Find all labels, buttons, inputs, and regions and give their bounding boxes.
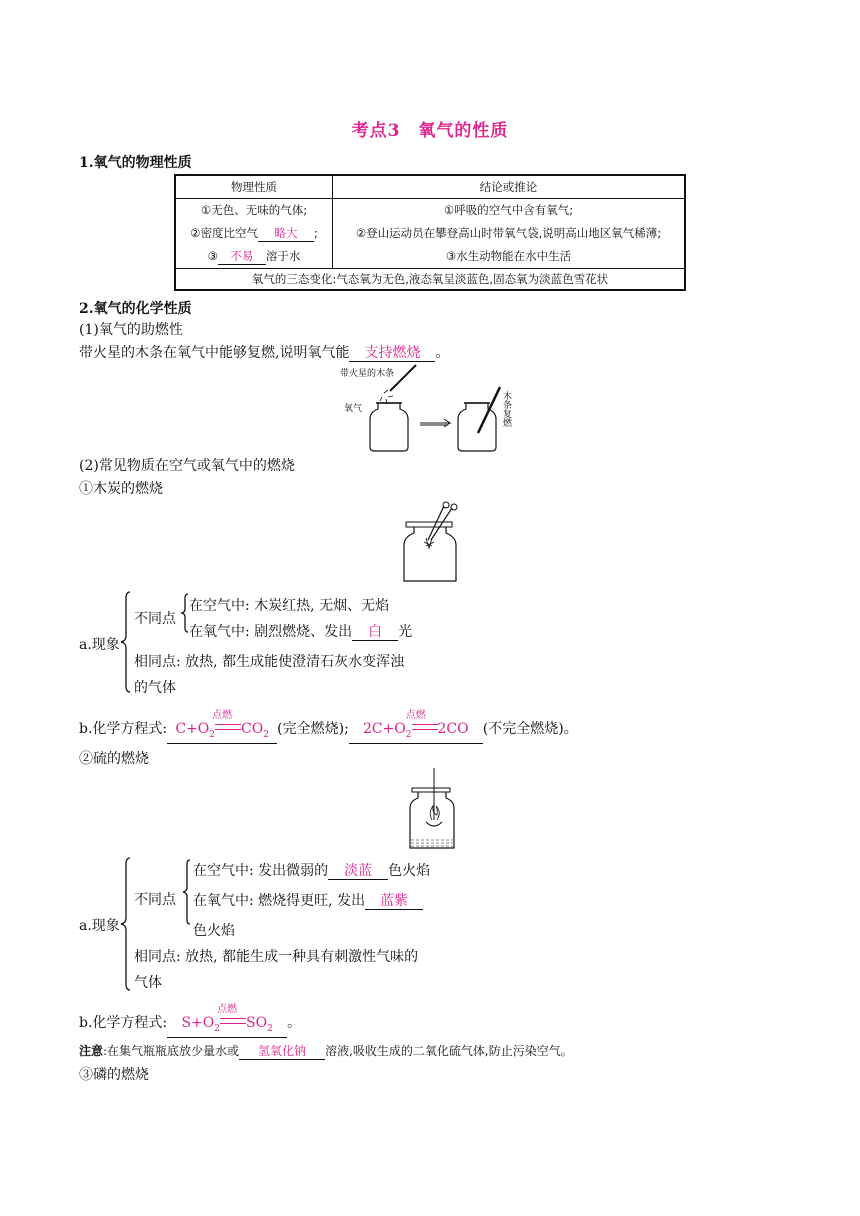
eq-c-incomplete-product: 2CO <box>437 721 469 737</box>
eq-s-reactants: S+O <box>181 1015 215 1031</box>
relit-splint-figure <box>338 361 528 453</box>
answer-sodium-hydroxide: 氢氧化钠 <box>258 1044 307 1058</box>
charcoal-in-oxygen: 在氧气中: 剧烈燃烧、发出 白 光 <box>189 624 413 640</box>
charcoal-in-air: 在空气中: 木炭红热, 无烟、无焰 <box>189 598 390 614</box>
charcoal-equations: b.化学方程式: $C+O_2$ 点燃 $CO_2$ (完全燃烧); $2C+O_2$ 点燃 2CO (不完全燃烧)。 <box>79 718 578 744</box>
sulfur-in-air: 在空气中: 发出微弱的 淡蓝 色火焰 <box>193 863 431 879</box>
charcoal-similarity-2: 的气体 <box>134 680 176 696</box>
answer-not-easily: 不易 <box>230 249 254 263</box>
sulfur-similarity-1: 相同点: 放热, 都能生成一种具有刺激性气味的 <box>134 949 419 965</box>
physical-properties-table <box>174 174 686 291</box>
charcoal-phenomena-label: a.现象 <box>79 637 120 653</box>
subsection-combustion-support: (1)氧气的助燃性 <box>79 322 183 338</box>
page-title: 考点3 氧气的性质 <box>351 121 509 141</box>
subsection-combustion: (2)常见物质在空气或氧气中的燃烧 <box>79 458 295 474</box>
sulfur-in-oxygen-cont: 色火焰 <box>193 923 235 939</box>
label-glowing-splint: 带火星的木条 <box>340 369 395 379</box>
sulfur-similarity-2: 气体 <box>134 975 162 991</box>
section-physical-heading: 1.氧气的物理性质 <box>79 155 192 171</box>
sulfur-phenomena-label: a.现象 <box>79 918 120 934</box>
charcoal-combustion-figure <box>398 500 464 586</box>
sulfur-difference-label: 不同点 <box>134 892 176 908</box>
answer-white: 白 <box>368 624 383 640</box>
table-footer-note: 氧气的三态变化:气态氧为无色,液态氧呈淡蓝色,固态氧为淡蓝色雪花状 <box>175 269 685 291</box>
table-header-conclusions: 结论或推论 <box>333 175 686 199</box>
answer-pale-blue: 淡蓝 <box>344 863 373 879</box>
table-cell-properties: ①无色、无味的气体; ②密度比空气 略大 ; ③ 不易 溶于水 <box>175 199 333 269</box>
table-cell-conclusions: ①呼吸的空气中含有氧气; ②登山运动员在攀登高山时带氧气袋,说明高山地区氧气稀薄; ③水生动物能在水中生活 <box>333 199 686 269</box>
table-header-properties: 物理性质 <box>175 175 333 199</box>
label-splint-relit: 木条复燃 <box>501 391 511 427</box>
eq-c-complete-reactants: C+O <box>175 721 210 737</box>
sulfur-in-oxygen: 在氧气中: 燃烧得更旺, 发出 蓝紫 <box>193 890 423 910</box>
sulfur-equation: b.化学方程式: $S+O_2$ 点燃 $SO_2$ 。 <box>79 1012 301 1038</box>
sulfur-note: 注意:在集气瓶瓶底放少量水或 氢氧化钠 溶液,吸收生成的二氧化硫气体,防止污染空气。 <box>79 1044 573 1058</box>
note-label: 注意 <box>79 1044 104 1058</box>
relit-splint-sentence: 带火星的木条在氧气中能够复燃,说明氧气能 支持燃烧 。 <box>79 345 450 361</box>
charcoal-heading: ①木炭的燃烧 <box>79 481 163 497</box>
eq-c-complete-product: CO <box>241 721 264 737</box>
sulfur-combustion-figure <box>404 768 460 852</box>
condition-ignite: 点燃 <box>212 710 233 721</box>
eq-c-incomplete-reactants: 2C+O <box>362 721 406 737</box>
sulfur-heading: ②硫的燃烧 <box>79 751 149 767</box>
charcoal-difference-label: 不同点 <box>134 611 176 627</box>
phosphorus-heading: ③磷的燃烧 <box>79 1067 149 1083</box>
section-chemical-heading: 2.氧气的化学性质 <box>79 301 192 317</box>
label-oxygen: 氧气 <box>344 404 363 414</box>
charcoal-similarity-1: 相同点: 放热, 都生成能使澄清石灰水变浑浊 <box>134 654 405 670</box>
eq-s-product: SO <box>246 1015 268 1031</box>
answer-support-combustion: 支持燃烧 <box>364 345 421 361</box>
answer-denser: 略大 <box>274 226 298 240</box>
answer-blue-violet: 蓝紫 <box>380 893 409 909</box>
